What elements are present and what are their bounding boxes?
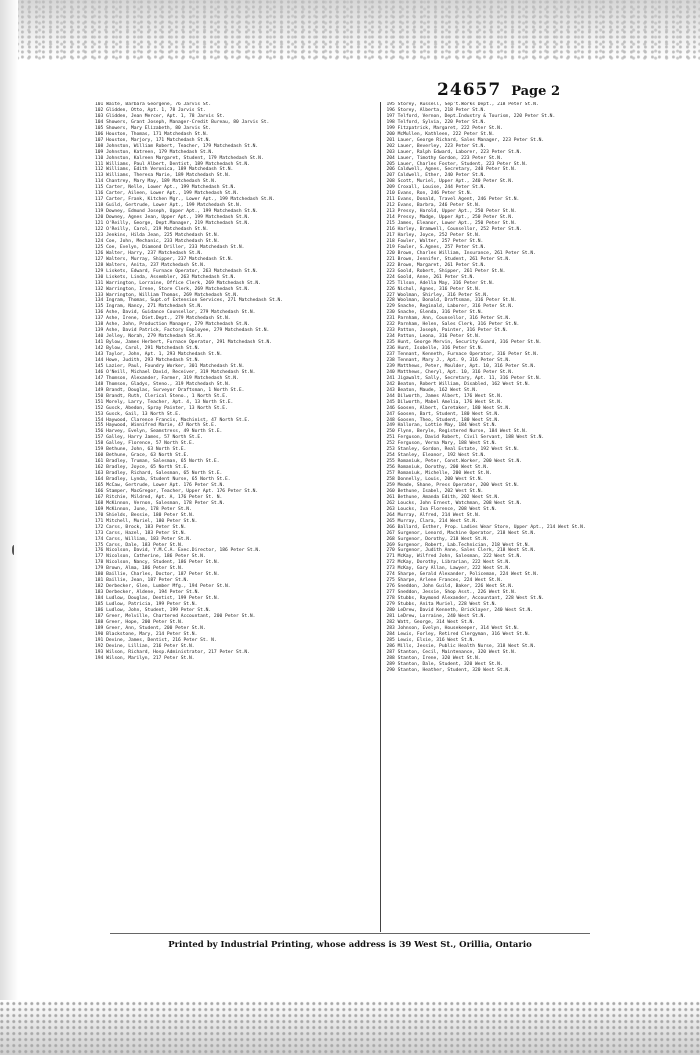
list-entry: 204 Lauer, Timothy Gordon, 223 Peter St.N. xyxy=(386,155,503,161)
scan-noise-bottom xyxy=(0,1000,700,1055)
list-entry: 229 Snache, Reginald, Laborer, 316 Peter St.N. xyxy=(386,304,514,310)
list-entry: 274 Sharpe, Gerald Alexander, Policeman, 224 West St.N. xyxy=(386,572,539,578)
list-entry: 186 Ludlow, John, Student, 199 Peter St.N. xyxy=(95,608,212,614)
list-entry: 251 Ferguson, David Robert, Civil Servant, 188 West St.N. xyxy=(386,435,545,441)
list-entry: 216 Harley, Bramwell, Counsellor, 252 Peter St.N. xyxy=(386,227,523,233)
list-entry: 101 Waite, Barbara Georgene, 76 Jarvis St. xyxy=(95,102,212,107)
list-entry: 114 Chantrey, Mary May, 189 Matchedash St.N. xyxy=(95,179,217,185)
list-entry: 120 Downey, Agnes Jean, Upper Apt., 199 Matchedash St.N. xyxy=(95,215,250,221)
list-entry: 232 Parnham, Helen, Sales Clerk, 316 Peter St.N. xyxy=(386,322,520,328)
list-entry: 183 Derbecker, Aldene, 194 Peter St.N. xyxy=(95,590,201,596)
list-entry: 154 Haywood, Clarence Francis, Machinist, 47 North St.E. xyxy=(95,417,250,423)
list-entry: 153 Gusck, Gail, 13 North St.E. xyxy=(95,411,181,417)
list-entry: 195 Storey, Russell, Sep't.Works Dept., 218 Peter St.N. xyxy=(386,102,539,107)
list-entry: 110 Johnston, Kalreen Margaret, Student, 179 Matchedash St.N. xyxy=(95,155,264,161)
list-entry: 241 Jigawalt, Sally, Secretary, Apt. 11, 316 Peter St.N. xyxy=(386,375,542,381)
list-entry: 250 Flynn, Beryle, Registered Nurse, 184 West St.N. xyxy=(386,429,528,435)
list-entry: 273 McKay, Gary Allan, Lawyer, 222 West St.N. xyxy=(386,566,511,572)
list-entry: 103 Glidden, Jean Mercer, Apt. 1, 78 Jarvis St. xyxy=(95,113,225,119)
list-entry: 171 Mitchell, Muriel, 180 Peter St.N. xyxy=(95,518,198,524)
list-entry: 143 Taylor, John, Apt. 1, 293 Matchedash St.N. xyxy=(95,352,223,358)
list-entry: 197 Telford, Vernon, Dept.Industry & Tourism, 220 Peter St.N. xyxy=(386,113,556,119)
list-entry: 275 Sharpe, Arlene Frances, 224 West St.N. xyxy=(386,578,503,584)
list-entry: 202 Lauer, Beverley, 223 Peter St.N. xyxy=(386,143,487,149)
list-entry: 178 Nicolson, Nancy, Student, 186 Peter St.N. xyxy=(95,560,220,566)
list-entry: 137 Ashe, Irene, Diet.Dept., 279 Matchedash St.N. xyxy=(95,316,231,322)
list-entry: 245 Dilworth, Mabel Amelia, 176 West St.N. xyxy=(386,399,503,405)
list-entry: 184 Ludlow, Douglas, Dentist, 199 Peter St.N. xyxy=(95,596,220,602)
list-entry: 226 Nichol, Agnes, 316 Peter St.N. xyxy=(386,286,481,292)
list-entry: 212 Evans, Barbra, 246 Peter St.N. xyxy=(386,203,481,209)
list-entry: 119 Downey, Edmund Joseph, Upper Apt., 199 Matchedash St.N. xyxy=(95,209,259,215)
list-entry: 167 Ritchie, Mildred, Apt. A, 176 Peter St. N. xyxy=(95,494,223,500)
printer-footer: Printed by Industrial Printing, whose address is 39 West St., Orillia, Ontario xyxy=(168,940,532,950)
list-entry: 215 James, Eleanor, Lower Apt., 250 Peter St.N. xyxy=(386,221,517,227)
list-entry: 235 Hunt, George Mervin, Security Guard, 316 Peter St.N. xyxy=(386,340,542,346)
list-entry: 102 Glidden, Otto, Apt. 1, 78 Jarvis St. xyxy=(95,107,206,113)
list-entry: 263 Loucks, Iva Florence, 208 West St.N. xyxy=(386,506,498,512)
list-entry: 193 Wilson, Richard, Hosp.Administrator, 217 Peter St.N. xyxy=(95,649,250,655)
list-entry: 115 Carter, Nelle, Lower Apt., 199 Matchedash St.N. xyxy=(95,185,237,191)
list-entry: 247 Goosen, Bart, Student, 180 West St.N. xyxy=(386,411,500,417)
list-entry: 219 Fowler, S.Agnes, 257 Peter St.N. xyxy=(386,244,487,250)
list-entry: 185 Ludlow, Patricia, 199 Peter St.N. xyxy=(95,602,198,608)
list-entry: 173 Carss, Hazel, 183 Peter St.N. xyxy=(95,530,187,536)
list-entry: 200 McMullen, Kathleen, 222 Peter St.N. xyxy=(386,131,495,137)
list-entry: 194 Wilson, Marilyn, 217 Peter St.N. xyxy=(95,655,195,661)
list-entry: 149 Brandt, Douglas, Surveyor Draftsman, 1 North St.E. xyxy=(95,387,245,393)
list-entry: 140 Jelley, Norah, 279 Matchedash St.N. xyxy=(95,334,203,340)
list-entry: 238 Tennant, Mary J., Apt. 9, 316 Peter St.N. xyxy=(386,357,511,363)
list-entry: 205 Lauer, Charles Foster, Student, 223 Peter St.N. xyxy=(386,161,528,167)
list-entry: 181 Baillie, Jean, 187 Peter St.N. xyxy=(95,578,190,584)
list-entry: 271 McKay, Wilfred John, Salesman, 222 West St.N. xyxy=(386,554,523,560)
list-entry: 144 Howe, Judith, 293 Matchedash St.N. xyxy=(95,357,201,363)
list-entry: 242 Beaton, Robert William, Disabled, 162 West St.N. xyxy=(386,381,531,387)
footer-rule xyxy=(110,933,590,934)
list-entry: 169 McKinnon, June, 178 Peter St.N. xyxy=(95,506,192,512)
list-entry: 159 Bethune, John, 63 North St.E. xyxy=(95,447,187,453)
list-entry: 127 Walters, Murray, Shipper, 237 Matchedash St.N. xyxy=(95,256,234,262)
list-entry: 158 Galley, Florence, 57 North St.E. xyxy=(95,441,195,447)
list-entry: 179 Brown, Alma, 186 Peter St.N. xyxy=(95,566,184,572)
list-entry: 141 Bylow, James Herbert, Furnace Operator, 291 Matchedash St.N. xyxy=(95,340,273,346)
list-entry: 270 Surgenor, Judith Anne, Sales Clerk, 218 West St.N. xyxy=(386,548,536,554)
list-entry: 237 Tennant, Kenneth, Furnace Operator, 316 Peter St.N. xyxy=(386,352,539,358)
list-entry: 217 Harley, Joyce, 252 Peter St.N. xyxy=(386,232,481,238)
list-entry: 180 Baillie, Charles, Doctor, 187 Peter St.N. xyxy=(95,572,220,578)
list-entry: 260 Bethune, Isabel, 202 West St.N. xyxy=(386,488,484,494)
list-entry: 192 Devine, Lillian, 216 Peter St.N. xyxy=(95,643,195,649)
list-entry: 172 Carss, Brock, 183 Peter St.N. xyxy=(95,524,187,530)
voter-list xyxy=(95,102,665,932)
list-entry: 109 Johnston, Katreen, 179 Matchedash St.N. xyxy=(95,149,214,155)
list-entry: 152 Gusck, Abedon, Spray Painter, 13 North St.E. xyxy=(95,405,228,411)
list-entry: 174 Carss, William, 183 Peter St.N. xyxy=(95,536,192,542)
list-entry: 224 Goold, Anne, 261 Peter St.N. xyxy=(386,274,476,280)
list-entry: 265 Murray, Clara, 214 West St.N. xyxy=(386,518,478,524)
list-entry: 244 Dilworth, James Albert, 176 West St.N. xyxy=(386,393,503,399)
list-entry: 266 Ballard, Esther, Prop. Ladies Wear Store, Upper Apt., 214 West St.N. xyxy=(386,524,586,530)
list-entry: 246 Goosen, Albert, Caretaker, 180 West St.N. xyxy=(386,405,511,411)
list-entry: 243 Beaton, Maude, 162 West St.N. xyxy=(386,387,478,393)
list-entry: 130 Liskets, Linda, Assembler, 263 Matchedash St.N. xyxy=(95,274,237,280)
margin-mark xyxy=(12,545,17,555)
list-entry: 276 Sneddon, John Guild, Baker, 226 West St.N. xyxy=(386,584,514,590)
list-entry: 236 Hunt, Isobelle, 316 Peter St.N. xyxy=(386,346,484,352)
list-entry: 134 Ingram, Thomas, Supt.of Extension Services, 271 Matchedash St.N. xyxy=(95,298,284,304)
list-entry: 214 Pressy, Madge, Upper Apt., 250 Peter St.N. xyxy=(386,215,514,221)
list-entry: 272 McKay, Dorothy, Librarian, 222 West St.N. xyxy=(386,560,511,566)
list-entry: 228 Woolman, Donald, Draftsman, 316 Peter St.N. xyxy=(386,298,517,304)
list-entry: 288 Stanton, Irene, 320 West St.N. xyxy=(386,655,481,661)
list-entry: 176 Nicolson, David, Y.M.C.A. Exec.Director, 186 Peter St.N. xyxy=(95,548,261,554)
list-entry: 133 Warrington, William Thomas, 269 Matchedash St.N. xyxy=(95,292,239,298)
list-entry: 129 Liskets, Edward, Furnace Operator, 263 Matchedash St.N. xyxy=(95,268,259,274)
list-entry: 218 Fowler, Walter, 257 Peter St.N. xyxy=(386,238,484,244)
list-entry: 287 Stanton, Cecil, Maintenance, 320 West St.N. xyxy=(386,649,517,655)
list-entry: 213 Pressy, Harold, Upper Apt., 250 Peter St.N. xyxy=(386,209,517,215)
list-entry: 168 McKinnon, Vernon, Salesman, 178 Peter St.N. xyxy=(95,500,225,506)
list-entry: 258 Donnelly, Louis, 200 West St.N. xyxy=(386,477,484,483)
list-entry: 233 Patton, Joseph, Painter, 316 Peter St.N. xyxy=(386,328,509,334)
list-entry: 131 Warrington, Lorraine, Office Clerk, 269 Matchedash St.N. xyxy=(95,280,261,286)
list-entry: 284 Lewis, Forley, Retired Clergyman, 316 West St.N. xyxy=(386,631,531,637)
list-entry: 209 Croxall, Louise, 244 Peter St.N. xyxy=(386,185,487,191)
list-entry: 234 Patton, Leona, 316 Peter St.N. xyxy=(386,334,481,340)
list-entry: 279 Stubbs, Anita Muriel, 228 West St.N. xyxy=(386,602,498,608)
list-entry: 269 Surgenor, Robert, Lab.Technician, 218 West St.N. xyxy=(386,542,531,548)
list-entry: 132 Warrington, Irene, Store Clerk, 269 Matchedash St.N. xyxy=(95,286,250,292)
list-entry: 166 Stamper, MacGregor, Teacher, Upper Apt. 176 Peter St.N. xyxy=(95,488,259,494)
list-entry: 206 Caldwell, Agnes, Secretary, 240 Peter St.N. xyxy=(386,167,517,173)
list-entry: 227 Woolman, Shirley, 316 Peter St.N. xyxy=(386,292,489,298)
list-entry: 136 Ashe, David, Guidance Counsellor, 279 Matchedash St.N. xyxy=(95,310,256,316)
list-entry: 201 Lauer, George Richard, Sales Manager, 223 Peter St.N. xyxy=(386,137,545,143)
list-entry: 199 Fitzpatrick, Margaret, 222 Peter St.N. xyxy=(386,125,503,131)
left-column xyxy=(95,102,380,932)
list-entry: 150 Brandt, Ruth, Clerical Steno., 1 North St.E. xyxy=(95,393,228,399)
list-entry: 220 Brown, Charles William, Insurance, 261 Peter St.N. xyxy=(386,250,536,256)
list-entry: 285 Lewis, Elsie, 316 West St.N. xyxy=(386,637,476,643)
list-entry: 286 Mills, Jessie, Public Health Nurse, 318 West St.N. xyxy=(386,643,536,649)
list-entry: 223 Goold, Robert, Shipper, 261 Peter St.N. xyxy=(386,268,506,274)
list-entry: 138 Ashe, John, Production Manager, 279 Matchedash St.N. xyxy=(95,322,250,328)
list-entry: 277 Sneddon, Jessie, Shop Asst., 226 West St.N. xyxy=(386,590,517,596)
list-entry: 254 Stanley, Eleanor, 192 West St.N. xyxy=(386,453,487,459)
list-entry: 106 Houston, Thomas, 171 Matchedash St.N. xyxy=(95,131,209,137)
list-entry: 289 Stanton, Dale, Student, 320 West St.N. xyxy=(386,661,503,667)
list-entry: 196 Storey, Alberta, 218 Peter St.N. xyxy=(386,107,487,113)
list-entry: 255 Romaniuk, Peter, Const.Worker, 200 West St.N. xyxy=(386,459,523,465)
list-entry: 290 Stanton, Heather, Student, 320 West St.N. xyxy=(386,667,511,673)
list-entry: 175 Carss, Dale, 183 Peter St.N. xyxy=(95,542,184,548)
list-entry: 256 Romaniuk, Dorothy, 200 West St.N. xyxy=(386,465,489,471)
list-entry: 135 Ingram, Nancy, 271 Matchedash St.N. xyxy=(95,304,203,310)
document-number: 24657 xyxy=(437,80,502,100)
list-entry: 187 Greer, Melville, Chartered Accountant, 200 Peter St.N. xyxy=(95,613,256,619)
list-entry: 104 Showers, Grant Joseph, Manager-Credit Bureau, 80 Jarvis St. xyxy=(95,119,270,125)
list-entry: 211 Evans, Donald, Travel Agent, 246 Peter St.N. xyxy=(386,197,520,203)
list-entry: 145 Lazier, Paul, Foundry Worker, 301 Matchedash St.N. xyxy=(95,363,245,369)
list-entry: 222 Brown, Margaret, 261 Peter St.N. xyxy=(386,262,487,268)
list-entry: 283 Johnson, Evelyn, Housekeeper, 314 West St.N. xyxy=(386,625,520,631)
list-entry: 264 Murray, Alfred, 214 West St.N. xyxy=(386,512,481,518)
list-entry: 177 Nicolson, Catherine, 186 Peter St.N. xyxy=(95,554,206,560)
list-entry: 163 Bradley, Richard, Salesman, 65 North St.E. xyxy=(95,471,223,477)
list-entry: 249 Halloran, Lottie May, 184 West St.N. xyxy=(386,423,498,429)
list-entry: 207 Caldwell, Ether, 240 Peter St.N. xyxy=(386,173,487,179)
list-entry: 156 Harvey, Evelyn, Seamstress, 49 North St.E. xyxy=(95,429,223,435)
right-column xyxy=(380,102,666,932)
list-entry: 122 O'Reilly, Carol, 219 Matchedash St.N. xyxy=(95,227,209,233)
page-header xyxy=(437,80,560,100)
scan-noise-top xyxy=(0,0,700,60)
list-entry: 230 Snache, Glenda, 316 Peter St.N. xyxy=(386,310,484,316)
list-entry: 117 Carter, Frank, Kitchen Mgr., Lower Apt., 199 Matchedash St.N. xyxy=(95,197,275,203)
list-entry: 124 Coe, John, Mechanic, 233 Matchedash St.N. xyxy=(95,238,220,244)
page-number: Page 2 xyxy=(511,84,560,99)
list-entry: 121 O'Reilly, George, Dept.Manager, 219 Matchedash St.N. xyxy=(95,221,250,227)
list-entry: 221 Brown, Jennifer, Student, 261 Peter St.N. xyxy=(386,256,511,262)
list-entry: 280 LeDrew, David Kenneth, Bricklayer, 240 West St.N. xyxy=(386,608,534,614)
list-entry: 107 Houston, Marjory, 171 Matchedash St.N. xyxy=(95,137,212,143)
list-entry: 128 Walters, Anita, 237 Matchedash St.N. xyxy=(95,262,206,268)
list-entry: 253 Stanley, Gordon, Real Estate, 192 West St.N. xyxy=(386,447,520,453)
list-entry: 248 Goosen, Theo, Student, 180 West St.N. xyxy=(386,417,500,423)
list-entry: 147 Thomson, Alexander, Farmer, 319 Matchedash St.N. xyxy=(95,375,239,381)
list-entry: 208 Scott, Muriel, Upper Apt., 240 Peter St.N. xyxy=(386,179,514,185)
list-entry: 148 Thomson, Gladys, Steno., 319 Matchedash St.N. xyxy=(95,381,231,387)
list-entry: 210 Evans, Ron, 246 Peter St.N. xyxy=(386,191,473,197)
list-entry: 146 O'Neill, Michael David, Receiver, 319 Matchedash St.N. xyxy=(95,369,256,375)
list-entry: 126 Walter, Harry, 237 Matchedash St.N. xyxy=(95,250,203,256)
list-entry: 225 Tilson, Adella May, 316 Peter St.N. xyxy=(386,280,495,286)
list-entry: 188 Greer, Hope, 200 Peter St.N. xyxy=(95,619,184,625)
list-entry: 151 Morely, Larry, Teacher, Apt. 4, 13 North St.E. xyxy=(95,399,234,405)
list-entry: 261 Bethune, Amanda Edith, 202 West St.N. xyxy=(386,494,500,500)
list-entry: 231 Parnham, Ann, Counsellor, 316 Peter St.N. xyxy=(386,316,511,322)
list-entry: 170 Shields, Bessie, 180 Peter St.N. xyxy=(95,512,195,518)
list-entry: 191 Devine, James, Dentist, 216 Peter St. N. xyxy=(95,637,217,643)
list-entry: 105 Showers, Mary Elizabeth, 80 Jarvis St. xyxy=(95,125,212,131)
list-entry: 108 Johnston, William Robert, Teacher, 179 Matchedash St.N. xyxy=(95,143,259,149)
list-entry: 139 Ashe, David Patrick, Factory Employee, 279 Matchedash St.N. xyxy=(95,328,270,334)
list-entry: 203 Lauer, Ralph Edward, Laborer, 223 Peter St.N. xyxy=(386,149,523,155)
list-entry: 190 Blackstone, Mary, 214 Peter St.N. xyxy=(95,631,198,637)
list-entry: 160 Bethune, Grace, 63 North St.E. xyxy=(95,453,190,459)
list-entry: 123 Jenkins, Hilda Jean, 225 Matchedash St.N. xyxy=(95,232,220,238)
list-entry: 155 Haywood, Winnifred Marie, 47 North St.E. xyxy=(95,423,217,429)
list-entry: 257 Romaniuk, Michelle, 200 West St.N. xyxy=(386,471,492,477)
list-entry: 259 Meade, Shane, Press Operator, 200 West St.N. xyxy=(386,483,520,488)
list-entry: 111 Williams, Paul Albert, Dentist, 189 Matchedash St.N. xyxy=(95,161,250,167)
list-entry: 189 Greer, Ann, Student, 200 Peter St.N. xyxy=(95,625,206,631)
list-entry: 252 Ferguson, Verna Mary, 188 West St.N. xyxy=(386,441,498,447)
list-entry: 113 Williams, Theresa Marie, 189 Matchedash St.N. xyxy=(95,173,231,179)
list-entry: 267 Surgenor, Lenord, Machine Operator, 218 West St.N. xyxy=(386,530,536,536)
list-entry: 142 Bylow, Carol, 291 Matchedash St.N. xyxy=(95,346,201,352)
list-entry: 125 Coe, Evelyn, Diamond Driller, 233 Matchedash St.N. xyxy=(95,244,245,250)
list-entry: 116 Carter, Aileen, Lower Apt., 199 Matchedash St.N. xyxy=(95,191,239,197)
list-entry: 262 Loucks, John Ernest, Watchman, 208 West St.N. xyxy=(386,500,523,506)
list-entry: 240 Matthews, Cheryl, Apt. 10, 316 Peter St.N. xyxy=(386,369,514,375)
list-entry: 162 Bradley, Joyce, 65 North St.E. xyxy=(95,465,190,471)
scan-edge-left xyxy=(0,0,18,1055)
list-entry: 157 Galley, Harry James, 57 North St.E. xyxy=(95,435,203,441)
list-entry: 161 Bradley, Truman, Salesman, 65 North St.E. xyxy=(95,459,220,465)
list-entry: 112 Williams, Edith Veronica, 189 Matchedash St.N. xyxy=(95,167,234,173)
list-entry: 165 McCaw, Gertrude, Lower Apt. 176 Peter St.N. xyxy=(95,483,225,488)
list-entry: 282 Watt, George, 314 West St.N. xyxy=(386,619,476,625)
list-entry: 281 LeDrew, Lorraine, 240 West St.N. xyxy=(386,613,487,619)
list-entry: 198 Telford, Sylvia, 220 Peter St.N. xyxy=(386,119,487,125)
list-entry: 239 Matthews, Peter, Moulder, Apt. 10, 316 Peter St.N. xyxy=(386,363,536,369)
list-entry: 164 Bradley, Lynda, Student Nurse, 65 North St.E. xyxy=(95,477,231,483)
list-entry: 182 Derbecker, Glen, Lumber Mfg., 194 Peter St.N. xyxy=(95,584,231,590)
list-entry: 268 Surgenor, Dorothy, 218 West St.N. xyxy=(386,536,489,542)
list-entry: 118 Guild, Gertrude, Lower Apt., 199 Matchedash St.N. xyxy=(95,203,242,209)
list-entry: 278 Stubbs, Raymond Alexander, Accountant, 228 West St.N. xyxy=(386,596,545,602)
